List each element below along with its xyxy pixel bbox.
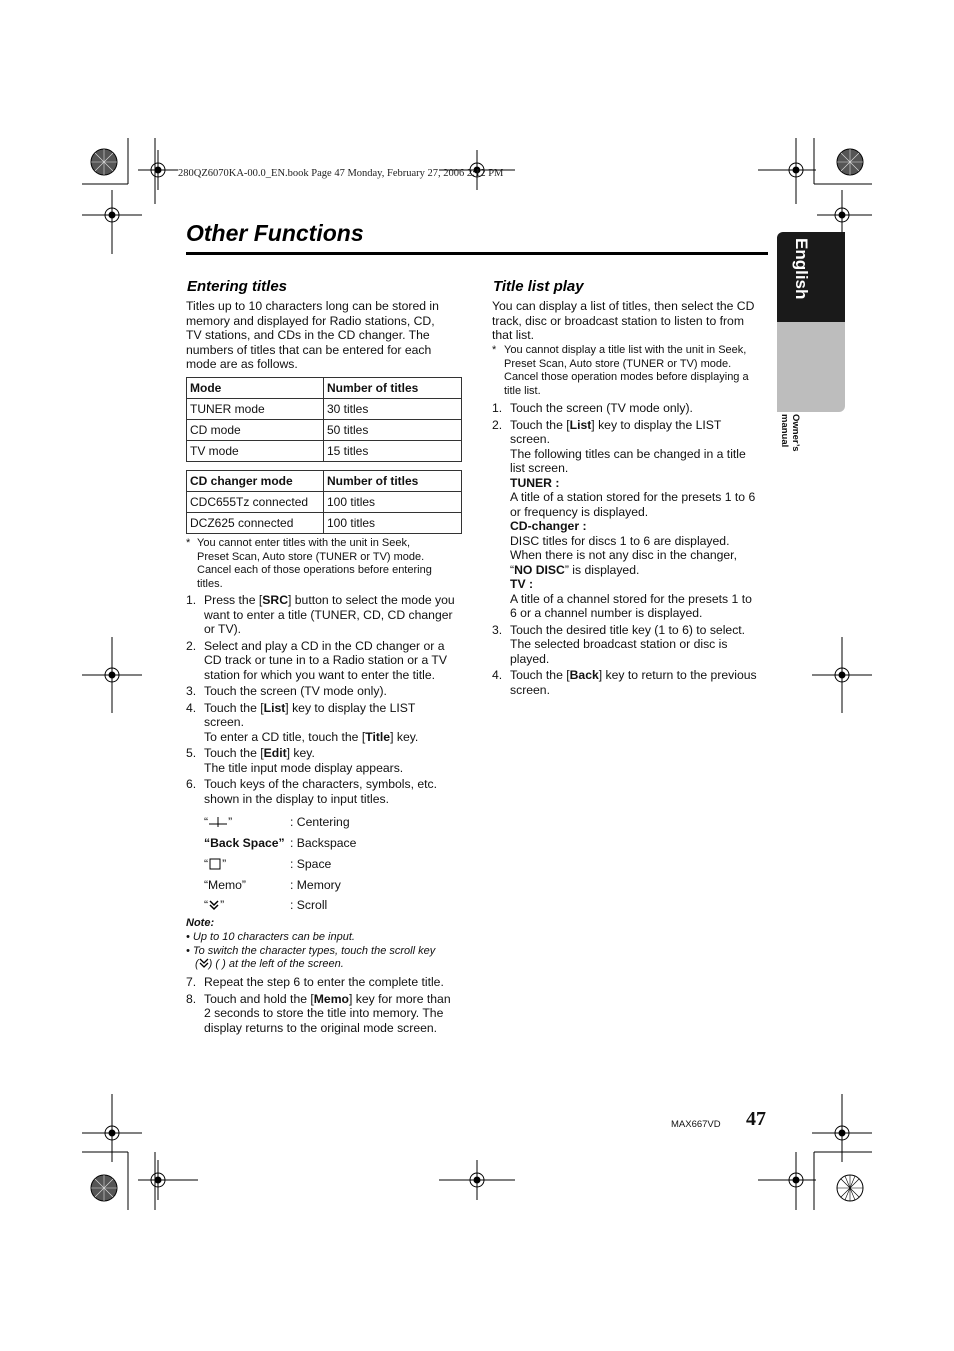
table-header-row <box>187 471 462 492</box>
notes <box>186 931 476 972</box>
table-row <box>187 492 462 513</box>
intro-line: You can display a list of titles, then select the CD <box>492 299 755 313</box>
step-number: 5. <box>186 746 197 760</box>
step-line: CD track or tune in to a Radio station or a TV <box>204 653 447 667</box>
step-line: Touch the desired title key (1 to 6) to select. <box>510 622 746 637</box>
intro-line: track, disc or broadcast station to listen to from <box>492 313 744 328</box>
step-line: or TV). <box>204 622 242 636</box>
cd-changer-table <box>186 470 462 534</box>
note-item: • To switch the character types, touch the scroll key <box>186 944 436 957</box>
step-line: or frequency is displayed. <box>510 504 649 519</box>
step-line: Touch the screen (TV mode only). <box>510 401 693 415</box>
step-line: display returns to the original mode screen. <box>204 1020 438 1035</box>
table-cell: 100 titles <box>324 513 462 534</box>
step-line: A title of a station stored for the presets 1 to 6 <box>510 490 756 504</box>
language-label: English <box>792 238 811 300</box>
step-number: 4. <box>186 700 197 715</box>
step-number: 3. <box>492 622 503 637</box>
note-text: Up to 10 characters can be input. <box>192 931 355 943</box>
step-line: screen. <box>204 715 244 729</box>
step-line: screen. <box>510 432 550 446</box>
list-item <box>186 975 466 990</box>
entering-titles-heading: Entering titles <box>187 278 288 295</box>
step-line: Touch keys of the characters, symbols, etc. <box>204 777 438 791</box>
table-cell: DCZ625 connected <box>187 513 324 534</box>
step-line: played. <box>510 651 550 666</box>
title-rule <box>186 252 768 255</box>
entering-steps-continued <box>186 975 466 1035</box>
step-number: 7. <box>186 975 197 989</box>
centering-icon <box>208 816 228 828</box>
intro-line: Titles up to 10 characters long can be stored in <box>186 299 439 313</box>
step-line: CD-changer : <box>510 519 587 533</box>
entering-steps <box>186 593 466 806</box>
table-cell: CD mode <box>187 420 324 441</box>
list-item <box>492 623 772 667</box>
step-line: DISC titles for discs 1 to 6 are displayed. <box>510 533 730 548</box>
list-item <box>492 668 772 697</box>
step-line: screen. <box>510 682 550 697</box>
title-list-steps <box>492 401 772 697</box>
table-cell: CDC655Tz connected <box>187 492 324 513</box>
step-line: TUNER : <box>510 475 560 490</box>
step-line: Select and play a CD in the CD changer or a <box>204 638 445 653</box>
language-tab <box>777 232 845 452</box>
step-number: 1. <box>492 401 503 415</box>
note-text: To switch the character types, touch the scroll key <box>192 944 436 957</box>
table-cell: 15 titles <box>324 441 462 462</box>
mode-table <box>186 377 462 462</box>
table-header-cell: Number of titles <box>324 471 462 492</box>
list-item <box>492 418 772 621</box>
step-line: “NO DISC” is displayed. <box>510 562 640 577</box>
title-list-intro <box>492 299 772 343</box>
step-line: 2 seconds to store the title into memory. The <box>204 1006 444 1020</box>
symbol-desc: : Memory <box>290 878 341 892</box>
step-line: Repeat the step 6 to enter the complete title. <box>204 975 444 989</box>
symbol-key: “Back Space” <box>204 836 285 850</box>
symbol-desc: : Scroll <box>290 898 328 912</box>
note-line: titles. <box>197 577 223 590</box>
step-line: Touch the [List] key to display the LIST <box>510 417 722 432</box>
manual-tab-bottom <box>777 322 845 452</box>
step-number: 3. <box>186 684 197 698</box>
note-line: Preset Scan, Auto store (TUNER or TV) mode. <box>504 357 732 370</box>
list-item <box>186 639 466 683</box>
list-item <box>492 401 772 416</box>
table-cell: TV mode <box>187 441 324 462</box>
note-line: Cancel each of those operations before entering <box>197 564 432 576</box>
step-line: Touch the [Back] key to return to the previous <box>510 668 757 682</box>
step-number: 4. <box>492 668 503 682</box>
table-row <box>187 513 462 534</box>
step-line: station for which you want to enter the title. <box>204 667 436 682</box>
step-line: TV : <box>510 577 534 591</box>
step-line: Touch the [Edit] key. <box>204 746 315 760</box>
note-text: ( ) at the left of the screen. <box>215 958 344 970</box>
list-item <box>186 701 466 745</box>
asterisk-icon: * <box>186 537 191 549</box>
step-line: The following titles can be changed in a title <box>510 446 746 461</box>
language-tab-top <box>777 232 845 322</box>
note-line: Cancel those operation modes before displaying a <box>504 371 749 383</box>
step-line: shown in the display to input titles. <box>204 791 389 806</box>
step-line: Touch the [List] key to display the LIST <box>204 700 416 715</box>
table-header-cell: Number of titles <box>324 378 462 399</box>
table-cell: 30 titles <box>324 399 462 420</box>
step-line: list screen. <box>510 461 569 475</box>
model-number: MAX667VD <box>671 1119 721 1130</box>
asterisk-note <box>186 537 468 591</box>
intro-line: mode are as follows. <box>186 357 298 371</box>
step-line: want to enter a title (TUNER, CD, CD changer <box>204 607 453 622</box>
page-title: Other Functions <box>186 220 364 246</box>
step-line: Touch the screen (TV mode only). <box>204 684 387 698</box>
note-line: Preset Scan, Auto store (TUNER or TV) mode. <box>197 550 425 563</box>
list-item <box>186 684 466 699</box>
entering-titles-intro <box>186 299 466 372</box>
step-line: To enter a CD title, touch the [Title] key. <box>204 729 419 744</box>
note-item: • Up to 10 characters can be input. <box>186 931 355 943</box>
asterisk-icon: * <box>492 344 497 356</box>
table-row <box>187 420 462 441</box>
step-number: 1. <box>186 593 197 607</box>
note-title: Note: <box>186 917 215 929</box>
table-header-cell: Mode <box>187 378 324 399</box>
symbol-key: “Memo” <box>204 878 246 892</box>
step-line: The selected broadcast station or disc is <box>510 637 728 651</box>
table-row <box>187 399 462 420</box>
step-number: 2. <box>186 638 197 653</box>
space-icon <box>208 858 222 870</box>
list-item <box>186 593 466 637</box>
list-item <box>186 746 466 775</box>
list-item <box>186 777 466 806</box>
step-line: A title of a channel stored for the presets 1 to <box>510 591 752 606</box>
intro-line: that list. <box>492 328 534 342</box>
table-header-cell: CD changer mode <box>187 471 324 492</box>
symbol-desc: : Centering <box>290 815 350 829</box>
intro-line: TV stations, and CDs in the CD changer. The <box>186 328 430 342</box>
step-line: Press the [SRC] button to select the mode you <box>204 593 455 607</box>
symbol-key: “ ” <box>204 815 233 829</box>
intro-line: numbers of titles that can be entered for each <box>186 342 432 357</box>
note-line: title list. <box>504 384 541 397</box>
step-number: 8. <box>186 991 197 1006</box>
symbol-desc: : Space <box>290 857 332 871</box>
symbol-desc: : Backspace <box>290 836 357 850</box>
table-cell: 50 titles <box>324 420 462 441</box>
scroll-icon <box>199 958 209 968</box>
note-line: You cannot display a title list with the unit in Seek, <box>504 344 747 356</box>
scroll-icon <box>208 899 220 911</box>
step-number: 2. <box>492 417 503 432</box>
table-cell: TUNER mode <box>187 399 324 420</box>
step-line: 6 or a channel number is displayed. <box>510 606 703 620</box>
symbol-key: “ ” <box>204 898 225 912</box>
table-header-row <box>187 378 462 399</box>
manual-label: Owner’s manual <box>779 414 801 452</box>
asterisk-note-right <box>492 344 772 398</box>
step-number: 6. <box>186 777 197 791</box>
intro-line: memory and displayed for Radio stations, CD, <box>186 313 435 328</box>
table-row <box>187 441 462 462</box>
symbol-key: “ ” <box>204 857 227 871</box>
note-line: You cannot enter titles with the unit in Seek, <box>197 537 411 549</box>
note-item: ( ) ( ) at the left of the screen. <box>195 958 344 970</box>
step-line: Touch and hold the [Memo] key for more than <box>204 991 451 1006</box>
title-list-play-heading: Title list play <box>493 278 584 295</box>
list-item <box>186 992 466 1036</box>
table-cell: 100 titles <box>324 492 462 513</box>
file-header: 280QZ6070KA-00.0_EN.book Page 47 Monday, February 27, 2006 2:12 PM <box>178 168 504 179</box>
page-number: 47 <box>746 1108 766 1130</box>
step-line: When there is not any disc in the changer, <box>510 548 737 562</box>
step-line: The title input mode display appears. <box>204 760 404 775</box>
